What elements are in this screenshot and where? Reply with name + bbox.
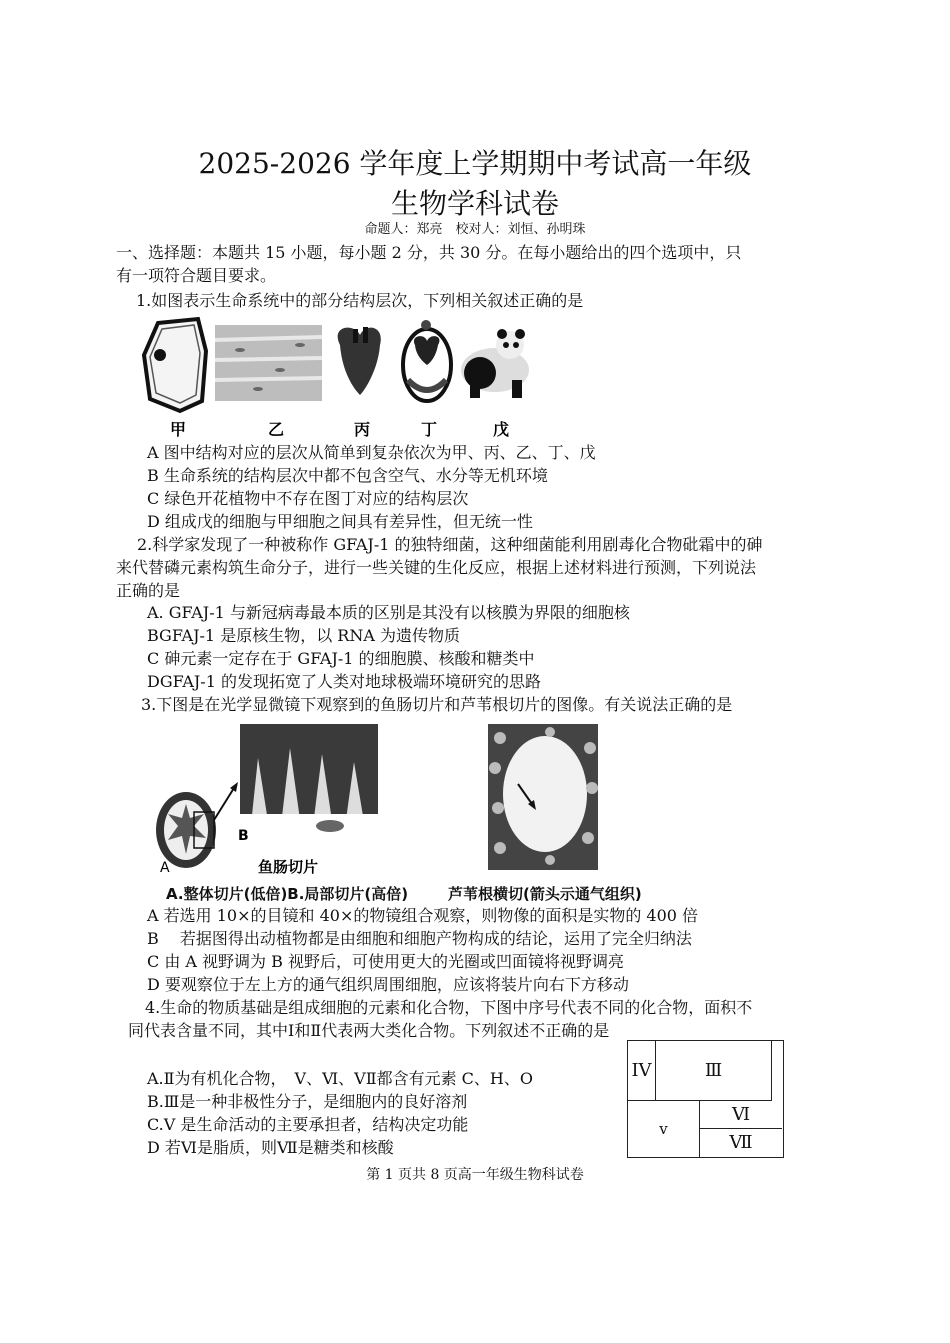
q4-option-c: C.V 是生命活动的主要承担者，结构决定功能 (147, 1115, 469, 1134)
cell-vii: Ⅶ (729, 1132, 753, 1153)
reed-root-cross-section (488, 724, 598, 870)
q2-option-b: BGFAJ-1 是原核生物，以 RNA 为遗传物质 (147, 626, 460, 645)
cell-v: v (628, 1101, 700, 1157)
label-jia: 甲 (170, 420, 187, 439)
q4-stem-line1: 4.生命的物质基础是组成细胞的元素和化合物，下图中序号代表不同的化合物，面积不 (145, 998, 753, 1017)
page-footer: 第 1 页共 8 页高一年级生物科试卷 (366, 1167, 584, 1183)
label-a: A (160, 860, 170, 876)
q2-stem-line2: 来代替磷元素构筑生命分子，进行一些关键的生化反应，根据上述材料进行预测，下列说法 (116, 558, 757, 577)
section-header-line1: 一、选择题：本题共 15 小题，每小题 2 分，共 30 分。在每小题给出的四个选项中，只 (116, 243, 742, 262)
cell-iii: Ⅲ (656, 1041, 772, 1101)
compound-area-diagram (627, 1040, 784, 1158)
authors-line: 命题人：郑亮 校对人：刘恒、孙明珠 (364, 222, 586, 237)
plant-cell-image (144, 319, 206, 411)
q2-option-a: A. GFAJ-1 与新冠病毒最本质的区别是其没有以核膜为界限的细胞核 (147, 603, 630, 622)
panda-image (461, 329, 529, 398)
q2-option-c: C 砷元素一定存在于 GFAJ-1 的细胞膜、核酸和糖类中 (147, 649, 535, 668)
cell-iv: ⅠV (628, 1041, 656, 1101)
q4-stem-line2: 同代表含量不同，其中Ⅰ和Ⅱ代表两大类化合物。下列叙述不正确的是 (128, 1021, 610, 1040)
fish-caption: 鱼肠切片 (258, 858, 319, 876)
q1-stem: 1.如图表示生命系统中的部分结构层次，下列相关叙述正确的是 (136, 291, 584, 310)
q1-option-c: C 绿色开花植物中不存在图丁对应的结构层次 (147, 489, 469, 508)
q2-option-d: DGFAJ-1 的发现拓宽了人类对地球极端环境研究的思路 (147, 672, 541, 691)
fish-intestine-local-section (240, 724, 378, 834)
q4-option-a: A.Ⅱ为有机化合物， V、Ⅵ、VⅡ都含有元素 C、H、O (147, 1069, 533, 1088)
q2-stem-line1: 2.科学家发现了一种被称作 GFAJ-1 的独特细菌，这种细菌能利用剧毒化合物砒霜中的砷 (137, 535, 763, 554)
q3-caption-left: A.整体切片(低倍)B.局部切片(高倍) (166, 885, 409, 903)
q3-stem: 3.下图是在光学显微镜下观察到的鱼肠切片和芦苇根切片的图像。有关说法正确的是 (141, 695, 733, 714)
q3-caption-right: 芦苇根横切(箭头示通气组织) (448, 885, 642, 903)
label-ding: 丁 (421, 420, 438, 439)
q4-option-d: D 若Ⅵ是脂质，则Ⅶ是糖类和核酸 (147, 1138, 394, 1157)
q3-option-b: B 若据图得出动植物都是由细胞和细胞产物构成的结论，运用了完全归纳法 (147, 929, 692, 948)
label-bing: 丙 (354, 420, 371, 439)
circulatory-system-image (403, 320, 451, 401)
label-wu: 戊 (493, 420, 510, 439)
cell-vi: Ⅵ (700, 1101, 782, 1129)
heart-image (338, 327, 381, 395)
q3-option-a: A 若选用 10×的目镜和 40×的物镜组合观察，则物像的面积是实物的 400 倍 (147, 906, 699, 925)
q1-option-d: D 组成戊的细胞与甲细胞之间具有差异性，但无统一性 (147, 512, 533, 531)
q3-option-c: C 由 A 视野调为 B 视野后，可使用更大的光圈或凹面镜将视野调亮 (147, 952, 624, 971)
q3-option-d: D 要观察位于左上方的通气组织周围细胞，应该将装片向右下方移动 (147, 975, 629, 994)
exam-title: 2025-2026 学年度上学期期中考试高一年级 (198, 147, 752, 180)
q3-figure (150, 718, 610, 880)
exam-subtitle: 生物学科试卷 (390, 187, 559, 220)
q2-stem-line3: 正确的是 (116, 581, 181, 600)
q1-figure (140, 315, 540, 440)
q4-option-b: B.Ⅲ是一种非极性分子，是细胞内的良好溶剂 (147, 1092, 468, 1111)
tissue-image (215, 325, 322, 401)
label-b: B (238, 828, 249, 844)
section-header-line2: 有一项符合题目要求。 (116, 266, 277, 285)
label-yi: 乙 (268, 420, 285, 439)
fish-intestine-whole-section (156, 792, 216, 868)
q1-option-b: B 生命系统的结构层次中都不包含空气、水分等无机环境 (147, 466, 548, 485)
q1-option-a: A 图中结构对应的层次从简单到复杂依次为甲、丙、乙、丁、戊 (147, 443, 596, 462)
